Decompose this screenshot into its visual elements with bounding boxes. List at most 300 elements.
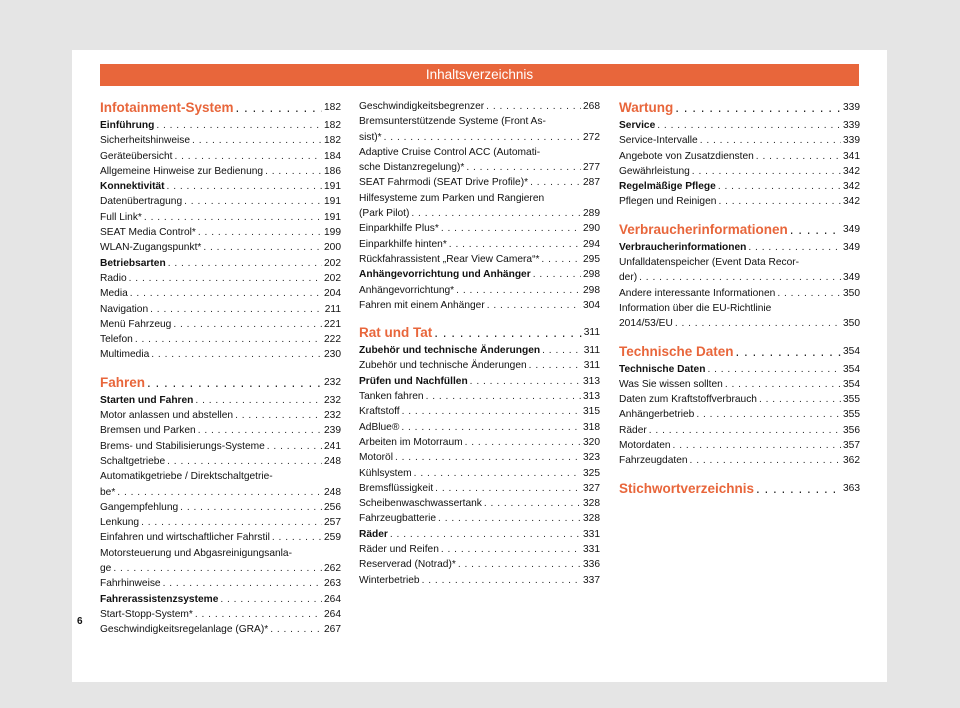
toc-page-number: 186 xyxy=(324,165,341,177)
toc-page-number: 211 xyxy=(324,303,341,315)
toc-entry-title: Motor anlassen und abstellen xyxy=(100,410,234,422)
toc-entry[interactable] xyxy=(359,420,600,435)
dot-leader xyxy=(401,420,581,435)
toc-page-number: 311 xyxy=(583,327,600,339)
dot-leader xyxy=(756,149,841,164)
toc-entry[interactable] xyxy=(359,435,600,450)
toc-column-1 xyxy=(100,99,341,638)
toc-entry[interactable] xyxy=(359,466,600,481)
dot-leader xyxy=(707,362,841,377)
dot-leader xyxy=(147,374,322,392)
toc-page-number: 320 xyxy=(583,436,600,448)
toc-section-entry[interactable] xyxy=(359,343,600,358)
toc-entry[interactable] xyxy=(100,317,341,332)
toc-entry[interactable] xyxy=(359,206,600,221)
dot-leader xyxy=(265,164,322,179)
toc-entry-title: Anhängevorrichtung und Anhänger xyxy=(359,269,531,281)
toc-entry[interactable] xyxy=(100,408,341,423)
toc-entry-title: Geschwindigkeitsbegrenzer xyxy=(359,101,485,112)
dot-leader xyxy=(718,179,841,194)
toc-entry[interactable] xyxy=(100,240,341,255)
toc-entry-title: Einführung xyxy=(100,120,155,131)
toc-page-number: 298 xyxy=(583,269,600,281)
toc-entry-title: Motoröl xyxy=(359,452,393,464)
toc-page-number: 257 xyxy=(324,517,341,529)
toc-entry[interactable] xyxy=(359,511,600,526)
toc-entry-title: Winterbetrieb xyxy=(359,574,420,586)
dot-leader xyxy=(486,99,581,114)
toc-entry-title: Service xyxy=(619,120,656,131)
toc-entry[interactable] xyxy=(359,252,600,267)
toc-entry[interactable] xyxy=(100,515,341,530)
dot-leader xyxy=(150,302,323,317)
toc-page-number: 339 xyxy=(843,102,860,113)
toc-entry-title: Prüfen und Nachfüllen xyxy=(359,375,468,387)
dot-leader xyxy=(422,573,581,588)
toc-page-number: 230 xyxy=(324,349,341,361)
toc-entry-text-line: Motorsteuerung und Abgasreinigungsanla- xyxy=(100,547,292,559)
toc-entry-title: Regelmäßige Pflege xyxy=(619,181,716,193)
toc-chapter-heading[interactable] xyxy=(619,480,860,498)
toc-entry-title: Andere interessante Informationen xyxy=(619,287,776,299)
dot-leader xyxy=(272,530,322,545)
dot-leader xyxy=(163,576,322,591)
toc-page-number: 202 xyxy=(324,257,341,269)
dot-leader xyxy=(235,408,322,423)
toc-entry[interactable] xyxy=(100,485,341,500)
dot-leader xyxy=(426,389,581,404)
toc-page-number: 182 xyxy=(324,102,341,113)
toc-page-number: 311 xyxy=(583,345,600,357)
toc-chapter-heading[interactable] xyxy=(619,221,860,239)
toc-entry-title: sist)* xyxy=(359,131,382,143)
toc-page-number: 304 xyxy=(583,299,600,311)
page-header: Inhaltsverzeichnis xyxy=(100,64,859,86)
toc-page-number: 357 xyxy=(843,440,860,452)
toc-entry[interactable] xyxy=(359,496,600,511)
toc-entry-title: Fahrzeugbatterie xyxy=(359,513,437,525)
toc-entry-title: Zubehör und technische Änderungen xyxy=(359,345,541,357)
toc-entry[interactable] xyxy=(359,481,600,496)
toc-entry[interactable] xyxy=(619,316,860,331)
toc-page-number: 318 xyxy=(583,421,600,433)
toc-entry-title: Sicherheitshinweise xyxy=(100,135,191,147)
toc-entry[interactable] xyxy=(359,389,600,404)
toc-entry[interactable] xyxy=(619,392,860,407)
toc-page-number: 311 xyxy=(583,360,600,372)
toc-page-number: 232 xyxy=(324,410,341,422)
toc-entry-title: 2014/53/EU xyxy=(619,318,673,330)
toc-entry[interactable] xyxy=(100,607,341,622)
toc-column-3 xyxy=(619,99,860,499)
dot-leader xyxy=(456,283,581,298)
dot-leader xyxy=(675,99,841,117)
dot-leader xyxy=(530,175,581,190)
toc-entry[interactable] xyxy=(359,542,600,557)
dot-leader xyxy=(236,99,322,117)
toc-entry-title: be* xyxy=(100,486,116,498)
toc-chapter-heading[interactable] xyxy=(619,343,860,361)
toc-entry[interactable] xyxy=(100,347,341,362)
toc-page-number: 191 xyxy=(324,211,341,223)
toc-entry[interactable] xyxy=(100,302,341,317)
toc-entry-text-line: Adaptive Cruise Control ACC (Automati- xyxy=(359,146,541,158)
toc-page-number: 339 xyxy=(843,135,860,147)
toc-page-number: 354 xyxy=(843,363,860,375)
toc-entry[interactable] xyxy=(359,358,600,373)
toc-entry[interactable] xyxy=(100,332,341,347)
toc-section-entry[interactable] xyxy=(359,527,600,542)
dot-leader xyxy=(129,271,322,286)
dot-leader xyxy=(542,343,582,358)
toc-entry[interactable] xyxy=(359,404,600,419)
toc-page-number: 290 xyxy=(583,223,600,235)
toc-section-entry[interactable] xyxy=(100,179,341,194)
toc-page-number: 268 xyxy=(583,101,600,112)
toc-page-number: 354 xyxy=(843,345,860,357)
dot-leader xyxy=(777,286,841,301)
toc-entry-text-line: Bremsunterstützende Systeme (Front As- xyxy=(359,116,546,128)
toc-entry[interactable] xyxy=(100,286,341,301)
toc-entry[interactable] xyxy=(359,237,600,252)
toc-entry[interactable] xyxy=(100,561,341,576)
toc-page-number: 264 xyxy=(324,593,341,605)
toc-entry[interactable] xyxy=(619,149,860,164)
dot-leader xyxy=(414,466,581,481)
toc-entry-title: Fahrhinweise xyxy=(100,578,161,590)
dot-leader xyxy=(541,252,581,267)
toc-entry-title: Navigation xyxy=(100,303,149,315)
toc-page-number: 272 xyxy=(583,131,600,143)
toc-entry-title: Fahrzeugdaten xyxy=(619,455,688,467)
toc-page-number: 191 xyxy=(324,196,341,208)
toc-page-number: 182 xyxy=(324,135,341,147)
dot-leader xyxy=(117,485,322,500)
toc-page-number: 200 xyxy=(324,242,341,254)
toc-page-number: 342 xyxy=(843,196,860,208)
dot-leader xyxy=(384,130,581,145)
toc-entry-title: Technische Daten xyxy=(619,343,734,359)
toc-entry[interactable] xyxy=(619,407,860,422)
toc-entry-title: Pflegen und Reinigen xyxy=(619,196,717,208)
dot-leader xyxy=(167,454,322,469)
dot-leader xyxy=(484,496,581,511)
dot-leader xyxy=(434,324,582,342)
toc-page-number: 325 xyxy=(583,467,600,479)
dot-leader xyxy=(141,515,322,530)
toc-entry[interactable] xyxy=(619,286,860,301)
dot-leader xyxy=(700,133,841,148)
toc-entry[interactable] xyxy=(100,210,341,225)
toc-entry[interactable] xyxy=(619,194,860,209)
toc-entry[interactable] xyxy=(619,423,860,438)
toc-page-number: 331 xyxy=(583,544,600,556)
dot-leader xyxy=(458,557,581,572)
toc-entry[interactable] xyxy=(100,454,341,469)
toc-entry-title: Verbraucherinformationen xyxy=(619,221,788,237)
toc-entry[interactable] xyxy=(359,175,600,190)
toc-entry-title: Brems- und Stabilisierungs-Systeme xyxy=(100,440,265,452)
toc-entry[interactable] xyxy=(100,622,341,637)
toc-entry[interactable] xyxy=(359,298,600,313)
toc-entry-title: Telefon xyxy=(100,334,133,346)
toc-page-number: 315 xyxy=(583,406,600,418)
dot-leader xyxy=(639,270,841,285)
toc-page-number: 289 xyxy=(583,208,600,220)
dot-leader xyxy=(435,481,581,496)
toc-page-number: 263 xyxy=(324,578,341,590)
toc-section-entry[interactable] xyxy=(100,256,341,271)
dot-leader xyxy=(411,206,581,221)
dot-leader xyxy=(203,240,322,255)
dot-leader xyxy=(690,453,841,468)
section-spacer xyxy=(619,332,860,340)
toc-entry-title: Räder und Reifen xyxy=(359,544,439,556)
toc-entry-title: Anhängerbetrieb xyxy=(619,409,695,421)
toc-page-number: 336 xyxy=(583,559,600,571)
toc-entry-title: Räder xyxy=(359,528,388,540)
dot-leader xyxy=(192,133,322,148)
toc-page-number: 184 xyxy=(324,150,341,162)
toc-entry-title: Radio xyxy=(100,272,127,284)
toc-entry-title: Konnektivität xyxy=(100,181,165,193)
toc-page-number: 182 xyxy=(324,120,341,131)
toc-section-entry[interactable] xyxy=(619,362,860,377)
toc-entry-title: Infotainment-System xyxy=(100,100,234,115)
toc-entry-title: Was Sie wissen sollten xyxy=(619,378,723,390)
toc-entry[interactable] xyxy=(619,133,860,148)
toc-entry-text-line: Unfalldatenspeicher (Event Data Recor- xyxy=(619,257,800,269)
toc-page-number: 331 xyxy=(583,528,600,540)
toc-page-number: 232 xyxy=(324,394,341,406)
toc-entry-title: Reserverad (Notrad)* xyxy=(359,559,456,571)
toc-entry-title: sche Distanzregelung)* xyxy=(359,162,465,174)
toc-section-entry[interactable] xyxy=(619,240,860,255)
toc-chapter-heading[interactable] xyxy=(100,99,341,117)
toc-entry-title: Stichwortverzeichnis xyxy=(619,480,755,496)
dot-leader xyxy=(441,221,581,236)
dot-leader xyxy=(174,149,322,164)
toc-page-number: 350 xyxy=(843,287,860,299)
toc-page-number: 349 xyxy=(843,272,860,284)
toc-page-number: 248 xyxy=(324,455,341,467)
toc-entry-text-line: Information über die EU-Richtlinie xyxy=(619,302,772,314)
toc-page-number: 327 xyxy=(583,482,600,494)
toc-entry[interactable] xyxy=(100,225,341,240)
toc-page-number: 349 xyxy=(843,241,860,253)
toc-entry-title: Gangempfehlung xyxy=(100,501,179,513)
toc-entry[interactable] xyxy=(100,423,341,438)
toc-entry[interactable] xyxy=(100,530,341,545)
toc-entry[interactable] xyxy=(359,557,600,572)
dot-leader xyxy=(449,237,581,252)
toc-entry-title: Geräteübersicht xyxy=(100,150,173,162)
toc-entry[interactable] xyxy=(100,576,341,591)
toc-entry-title: Fahren xyxy=(100,374,146,390)
toc-page-number: 339 xyxy=(843,120,860,131)
toc-entry-title: Datenübertragung xyxy=(100,196,183,208)
dot-leader xyxy=(657,118,841,133)
toc-page-number: 222 xyxy=(324,334,341,346)
toc-entry-title: Tanken fahren xyxy=(359,391,424,403)
dot-leader xyxy=(151,347,322,362)
toc-page-number: 264 xyxy=(324,608,341,620)
toc-section-entry[interactable] xyxy=(619,179,860,194)
toc-entry[interactable] xyxy=(619,164,860,179)
dot-leader xyxy=(113,561,322,576)
toc-entry-title: Zubehör und technische Änderungen xyxy=(359,360,527,372)
toc-entry[interactable] xyxy=(359,283,600,298)
toc-entry[interactable] xyxy=(359,99,600,114)
toc-entry-title: Motordaten xyxy=(619,440,671,452)
dot-leader xyxy=(195,607,322,622)
toc-entry[interactable] xyxy=(100,133,341,148)
toc-page-number: 354 xyxy=(843,378,860,390)
dot-leader xyxy=(696,407,841,422)
dot-leader xyxy=(759,392,841,407)
toc-entry-title: SEAT Fahrmodi (SEAT Drive Profile)* xyxy=(359,177,529,189)
dot-leader xyxy=(402,404,581,419)
toc-entry-title: Verbraucherinformationen xyxy=(619,241,747,253)
toc-entry[interactable] xyxy=(359,160,600,175)
dot-leader xyxy=(692,164,841,179)
toc-entry[interactable] xyxy=(619,377,860,392)
toc-entry-title: Fahrerassistenzsysteme xyxy=(100,593,219,605)
section-spacer xyxy=(100,363,341,371)
toc-entry-title: Service-Intervalle xyxy=(619,135,698,147)
toc-entry-title: der) xyxy=(619,272,638,284)
toc-section-entry[interactable] xyxy=(100,393,341,408)
toc-entry-title: Bremsflüssigkeit xyxy=(359,482,434,494)
toc-page-number: 363 xyxy=(843,482,860,494)
toc-page-number: 204 xyxy=(324,288,341,300)
dot-leader xyxy=(438,511,581,526)
toc-section-entry[interactable] xyxy=(359,267,600,282)
toc-entry[interactable] xyxy=(100,164,341,179)
toc-page-number: 267 xyxy=(324,624,341,636)
dot-leader xyxy=(184,194,322,209)
toc-entry[interactable] xyxy=(359,573,600,588)
toc-entry-title: SEAT Media Control* xyxy=(100,227,196,239)
toc-entry[interactable] xyxy=(100,149,341,164)
dot-leader xyxy=(135,332,322,347)
toc-page-number: 323 xyxy=(583,452,600,464)
toc-entry-title: Geschwindigkeitsregelanlage (GRA)* xyxy=(100,624,269,636)
toc-page-number: 355 xyxy=(843,394,860,406)
toc-page-number: 191 xyxy=(324,181,341,193)
toc-section-entry[interactable] xyxy=(359,374,600,389)
toc-page-number: 277 xyxy=(583,162,600,174)
toc-entry[interactable] xyxy=(100,500,341,515)
toc-entry-title: Einparkhilfe Plus* xyxy=(359,223,439,235)
toc-entry-title: Rückfahrassistent „Rear View Camera“* xyxy=(359,253,540,265)
toc-entry-title: Full Link* xyxy=(100,211,142,223)
dot-leader xyxy=(441,542,581,557)
dot-leader xyxy=(675,316,841,331)
toc-page-number: 342 xyxy=(843,165,860,177)
toc-page-number: 337 xyxy=(583,574,600,586)
dot-leader xyxy=(756,480,841,498)
dot-leader xyxy=(673,438,841,453)
toc-entry[interactable] xyxy=(100,194,341,209)
toc-entry-title: Menü Fahrzeug xyxy=(100,318,172,330)
toc-entry-title: Starten und Fahren xyxy=(100,394,194,406)
toc-page-number: 328 xyxy=(583,513,600,525)
toc-page-number: 232 xyxy=(324,376,341,388)
toc-section-entry[interactable] xyxy=(100,592,341,607)
toc-entry-title: Lenkung xyxy=(100,517,140,529)
section-spacer xyxy=(359,313,600,321)
dot-leader xyxy=(395,450,581,465)
toc-page-number: 256 xyxy=(324,501,341,513)
toc-section-entry[interactable] xyxy=(100,118,341,133)
toc-entry-title: Einparkhilfe hinten* xyxy=(359,238,447,250)
toc-entry[interactable] xyxy=(100,271,341,286)
toc-entry-title: Fahren mit einem Anhänger xyxy=(359,299,485,311)
toc-page-number: 262 xyxy=(324,563,341,575)
toc-section-entry[interactable] xyxy=(619,118,860,133)
toc-entry[interactable] xyxy=(100,439,341,454)
toc-page-number: 313 xyxy=(583,391,600,403)
dot-leader xyxy=(487,298,581,313)
dot-leader xyxy=(270,622,322,637)
toc-chapter-heading[interactable] xyxy=(619,99,860,117)
toc-page-number: 342 xyxy=(843,181,860,193)
toc-entry-title: WLAN-Zugangspunkt* xyxy=(100,242,202,254)
toc-entry[interactable] xyxy=(359,450,600,465)
toc-entry-title: Media xyxy=(100,288,128,300)
dot-leader xyxy=(390,527,581,542)
toc-page-number: 199 xyxy=(324,227,341,239)
toc-entry[interactable] xyxy=(359,130,600,145)
toc-page-number: 328 xyxy=(583,498,600,510)
toc-chapter-heading[interactable] xyxy=(359,324,600,342)
toc-entry-title: Gewährleistung xyxy=(619,165,690,177)
toc-page-number: 287 xyxy=(583,177,600,189)
toc-chapter-heading[interactable] xyxy=(100,374,341,392)
toc-entry[interactable] xyxy=(619,453,860,468)
dot-leader xyxy=(180,500,322,515)
toc-page-number: 298 xyxy=(583,284,600,296)
toc-entry-title: Angebote von Zusatzdiensten xyxy=(619,150,754,162)
toc-page-number: 295 xyxy=(583,253,600,265)
toc-page-number: 259 xyxy=(324,532,341,544)
toc-entry-title: Rat und Tat xyxy=(359,325,433,341)
dot-leader xyxy=(718,194,841,209)
toc-entry-title: Arbeiten im Motorraum xyxy=(359,436,463,448)
toc-page-number: 313 xyxy=(583,375,600,387)
dot-leader xyxy=(130,286,322,301)
toc-entry-title: Multimedia xyxy=(100,349,150,361)
toc-entry-title: Technische Daten xyxy=(619,363,706,375)
dot-leader xyxy=(748,240,841,255)
dot-leader xyxy=(167,179,322,194)
toc-entry-title: Daten zum Kraftstoffverbrauch xyxy=(619,394,757,406)
dot-leader xyxy=(470,374,581,389)
toc-page-number: 349 xyxy=(843,223,860,235)
toc-page-number: 239 xyxy=(324,425,341,437)
page-number: 6 xyxy=(77,616,83,627)
dot-leader xyxy=(173,317,322,332)
toc-entry[interactable] xyxy=(619,438,860,453)
dot-leader xyxy=(195,393,322,408)
toc-entry-title: Kühlsystem xyxy=(359,467,412,479)
toc-entry-title: Start-Stopp-System* xyxy=(100,608,193,620)
toc-entry[interactable] xyxy=(619,270,860,285)
toc-page-number: 221 xyxy=(324,318,341,330)
toc-entry[interactable] xyxy=(359,221,600,236)
dot-leader xyxy=(466,160,581,175)
